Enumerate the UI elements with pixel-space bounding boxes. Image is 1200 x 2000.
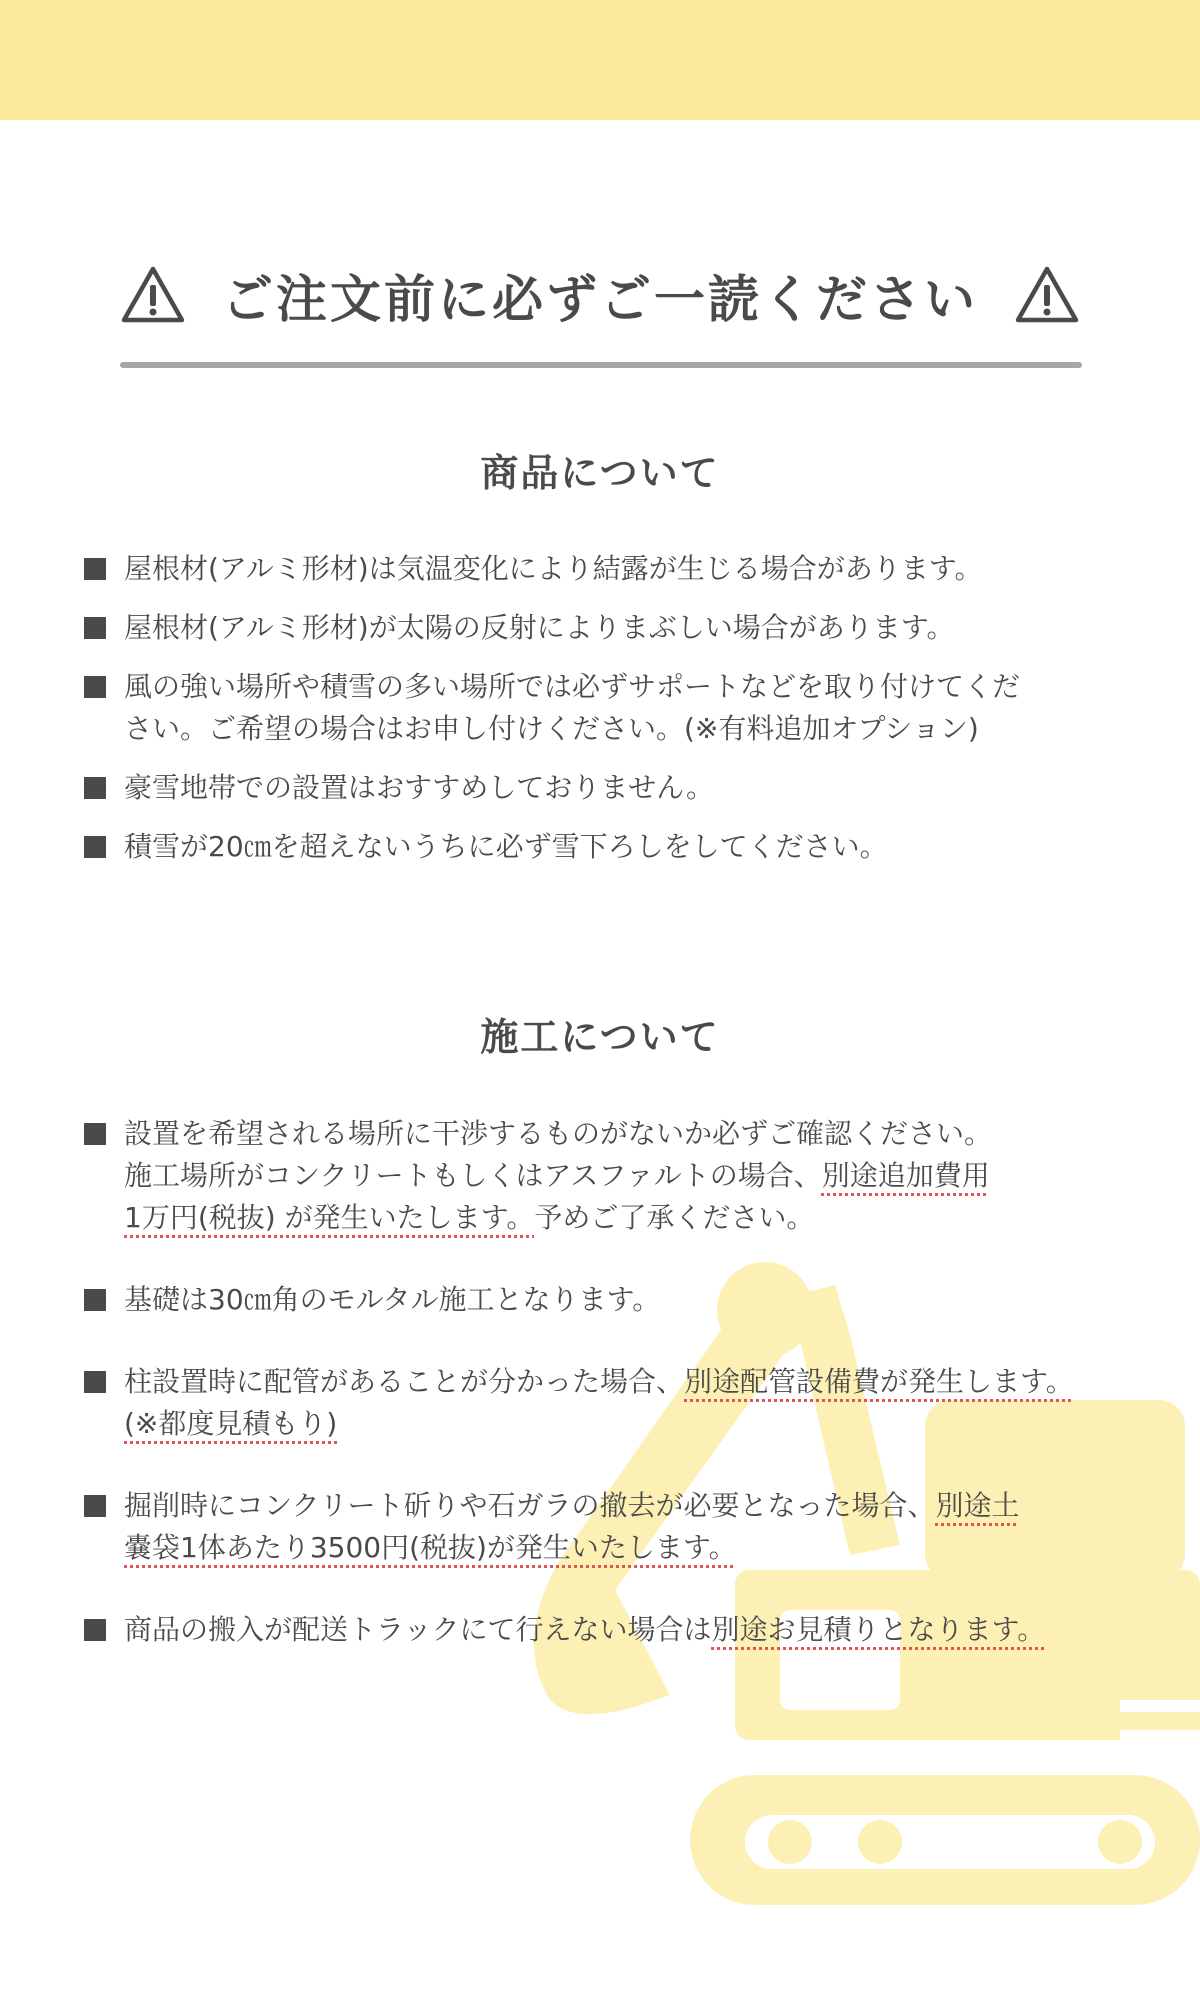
list-item bbox=[84, 826, 1164, 868]
title-divider bbox=[120, 362, 1082, 368]
item-highlight-text: 別途配管設備費が発生します。 bbox=[684, 1365, 1074, 1398]
list-item bbox=[84, 548, 1164, 590]
list-item bbox=[84, 666, 1164, 750]
item-highlight-text: 別途追加費用 bbox=[821, 1159, 990, 1192]
black-square-bullet-icon bbox=[84, 676, 106, 698]
item-text: 設置を希望される場所に干渉するものがないか必ずご確認ください。 bbox=[124, 1117, 993, 1150]
item-text: 掘削時にコンクリート斫りや石ガラの撤去が必要となった場合、 bbox=[124, 1489, 936, 1522]
list-item bbox=[84, 1279, 1164, 1321]
page-heading bbox=[120, 255, 1080, 335]
black-square-bullet-icon bbox=[84, 836, 106, 858]
item-highlight-text: 1万円(税抜) が発生いたします。 bbox=[124, 1201, 535, 1234]
item-text: さい。ご希望の場合はお申し付けください。(※有料追加オプション) bbox=[124, 712, 979, 745]
item-text: 屋根材(アルミ形材)は気温変化により結露が生じる場合があります。 bbox=[124, 552, 983, 585]
item-highlight-text: (※都度見積もり) bbox=[124, 1407, 338, 1440]
section-title-construction: 施工について bbox=[480, 1015, 720, 1059]
black-square-bullet-icon bbox=[84, 1289, 106, 1311]
black-square-bullet-icon bbox=[84, 1495, 106, 1517]
list-item bbox=[84, 1485, 1164, 1569]
list-item bbox=[84, 767, 1164, 809]
page-title: ご注文前に必ずご一読ください bbox=[221, 271, 978, 330]
black-square-bullet-icon bbox=[84, 777, 106, 799]
list-item bbox=[84, 607, 1164, 649]
item-text: 商品の搬入が配送トラックにて行えない場合は bbox=[124, 1613, 712, 1646]
item-highlight-text: 嚢袋1体あたり3500円(税抜)が発生いたします。 bbox=[124, 1531, 737, 1564]
item-text: 柱設置時に配管があることが分かった場合、 bbox=[124, 1365, 685, 1398]
item-text: 屋根材(アルミ形材)が太陽の反射によりまぶしい場合があります。 bbox=[124, 611, 955, 644]
list-item bbox=[84, 1113, 1164, 1239]
list-item bbox=[84, 1609, 1164, 1651]
warning-triangle-icon bbox=[120, 265, 186, 325]
item-text: 豪雪地帯での設置はおすすめしておりません。 bbox=[124, 771, 714, 804]
list-item bbox=[84, 1361, 1164, 1445]
black-square-bullet-icon bbox=[84, 1371, 106, 1393]
item-text: 基礎は30㎝角のモルタル施工となります。 bbox=[124, 1283, 661, 1316]
black-square-bullet-icon bbox=[84, 558, 106, 580]
item-highlight-text: 別途土 bbox=[935, 1489, 1020, 1522]
black-square-bullet-icon bbox=[84, 617, 106, 639]
construction-notes-list bbox=[84, 1113, 1164, 1691]
item-text: 風の強い場所や積雪の多い場所では必ずサポートなどを取り付けてくだ bbox=[124, 670, 1021, 703]
black-square-bullet-icon bbox=[84, 1123, 106, 1145]
item-text: 予めご了承ください。 bbox=[534, 1201, 815, 1234]
black-square-bullet-icon bbox=[84, 1619, 106, 1641]
item-text: 積雪が20㎝を超えないうちに必ず雪下ろしをしてください。 bbox=[124, 830, 888, 863]
section-title-product: 商品について bbox=[480, 451, 720, 495]
product-notes-list bbox=[84, 548, 1164, 885]
warning-triangle-icon bbox=[1014, 265, 1080, 325]
item-text: 施工場所がコンクリートもしくはアスファルトの場合、 bbox=[124, 1159, 822, 1192]
item-highlight-text: 別途お見積りとなります。 bbox=[711, 1613, 1046, 1646]
